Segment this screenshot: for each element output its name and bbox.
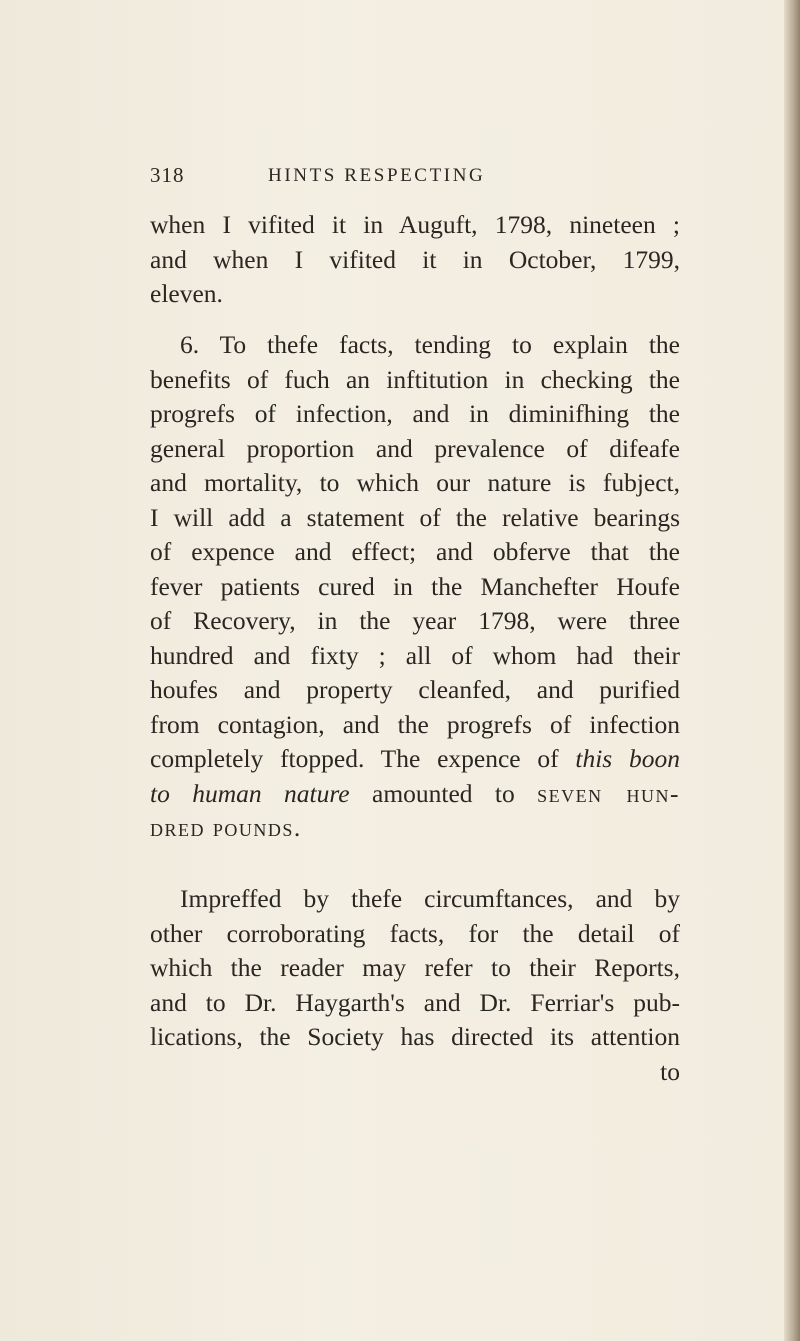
running-title: HINTS RESPECTING xyxy=(268,165,486,186)
small-caps-text: seven hun- xyxy=(537,778,680,808)
text-line: of expence and effect; and obferve that the xyxy=(150,537,680,566)
text-line xyxy=(150,777,680,812)
text-line xyxy=(150,742,680,777)
text-line: and to Dr. Haygarth's and Dr. Ferriar's pub- xyxy=(150,987,680,1017)
text-line: lications, the Society has directed its attention xyxy=(150,1022,680,1051)
text-line: eleven. xyxy=(150,279,223,308)
page-number: 318 xyxy=(150,163,185,187)
text-line: of Recovery, in the year 1798, were three xyxy=(150,606,680,635)
text-line: when I vifited it in Auguft, 1798, nineteen ; xyxy=(150,210,680,239)
paragraph-6 xyxy=(150,328,680,846)
text-line: 6. To thefe facts, tending to explain the xyxy=(180,330,680,359)
text-line: other corroborating facts, for the detail of xyxy=(150,918,680,948)
page-header xyxy=(150,163,660,193)
text-line: from contagion, and the progrefs of infection xyxy=(150,709,680,739)
text-segment: amounted to xyxy=(349,778,538,808)
italic-text: to human nature xyxy=(150,778,350,808)
text-line: which the reader may refer to their Reports, xyxy=(150,953,680,982)
text-line: progrefs of infection, and in diminifhing the xyxy=(150,399,680,428)
small-caps-text: dred pounds. xyxy=(150,813,302,842)
paragraph-closing xyxy=(150,882,680,1089)
text-line xyxy=(150,811,680,846)
text-segment: completely ftopped. The expence of xyxy=(150,744,576,773)
text-line: and when I vifited it in October, 1799, xyxy=(150,244,680,274)
text-line: benefits of fuch an inftitution in checking the xyxy=(150,364,680,394)
italic-text: this boon xyxy=(575,744,681,773)
text-line: fever patients cured in the Manchefter Houfe xyxy=(150,571,680,601)
paragraph-continued xyxy=(150,208,680,312)
catchword: to xyxy=(660,1056,680,1086)
text-line: Impreffed by thefe circumftances, and by xyxy=(180,884,680,913)
text-line: hundred and fixty ; all of whom had their xyxy=(150,640,680,670)
text-line: houfes and property cleanfed, and purified xyxy=(150,675,680,704)
page-edge-shadow xyxy=(784,0,800,1341)
text-line: and mortality, to which our nature is fubject, xyxy=(150,468,680,497)
text-line: I will add a statement of the relative bearings xyxy=(150,502,680,532)
text-line: general proportion and prevalence of difeafe xyxy=(150,433,680,463)
